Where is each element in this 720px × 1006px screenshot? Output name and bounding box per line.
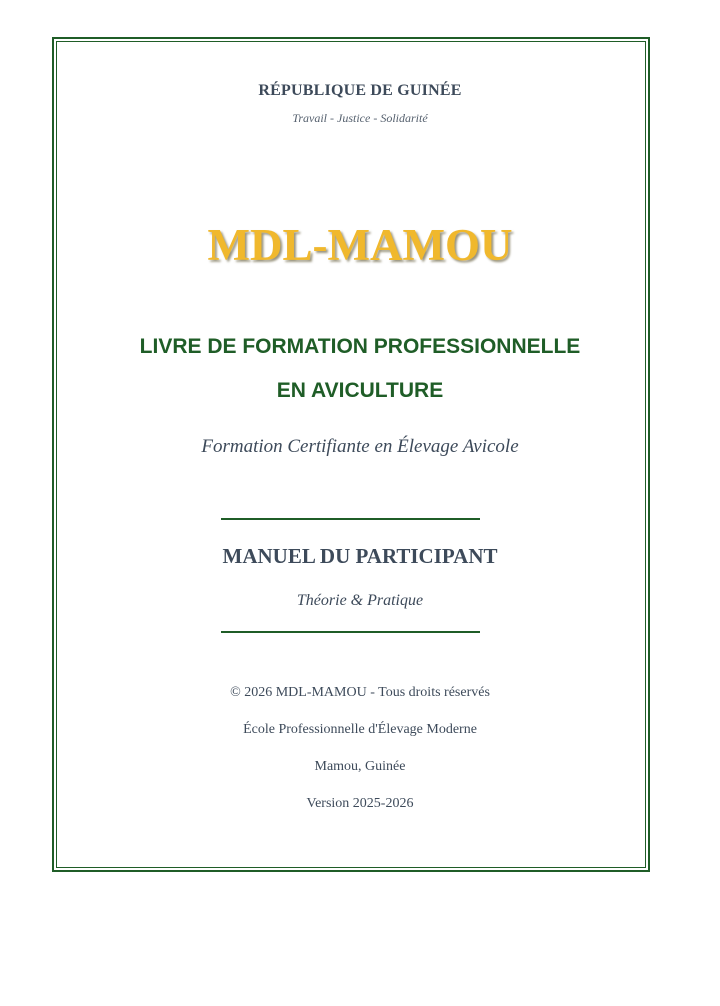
book-subtitle: Formation Certifiante en Élevage Avicole [201,436,519,457]
copyright-line: © 2026 MDL-MAMOU - Tous droits réservés [230,685,490,700]
version-line: Version 2025-2026 [306,796,414,811]
school-name: École Professionnelle d'Élevage Moderne [243,722,477,737]
manual-subtitle: Théorie & Pratique [296,592,424,609]
divider-top [221,518,480,520]
country-name: RÉPUBLIQUE DE GUINÉE [258,82,462,99]
divider-bottom [221,631,480,633]
manual-title: MANUEL DU PARTICIPANT [222,544,498,568]
location: Mamou, Guinée [314,759,406,774]
brand-title: MDL-MAMOU [207,220,513,270]
book-title-line-1: LIVRE DE FORMATION PROFESSIONNELLE [139,335,581,358]
national-motto: Travail - Justice - Solidarité [292,111,428,125]
book-title-line-2: EN AVICULTURE [276,379,444,402]
